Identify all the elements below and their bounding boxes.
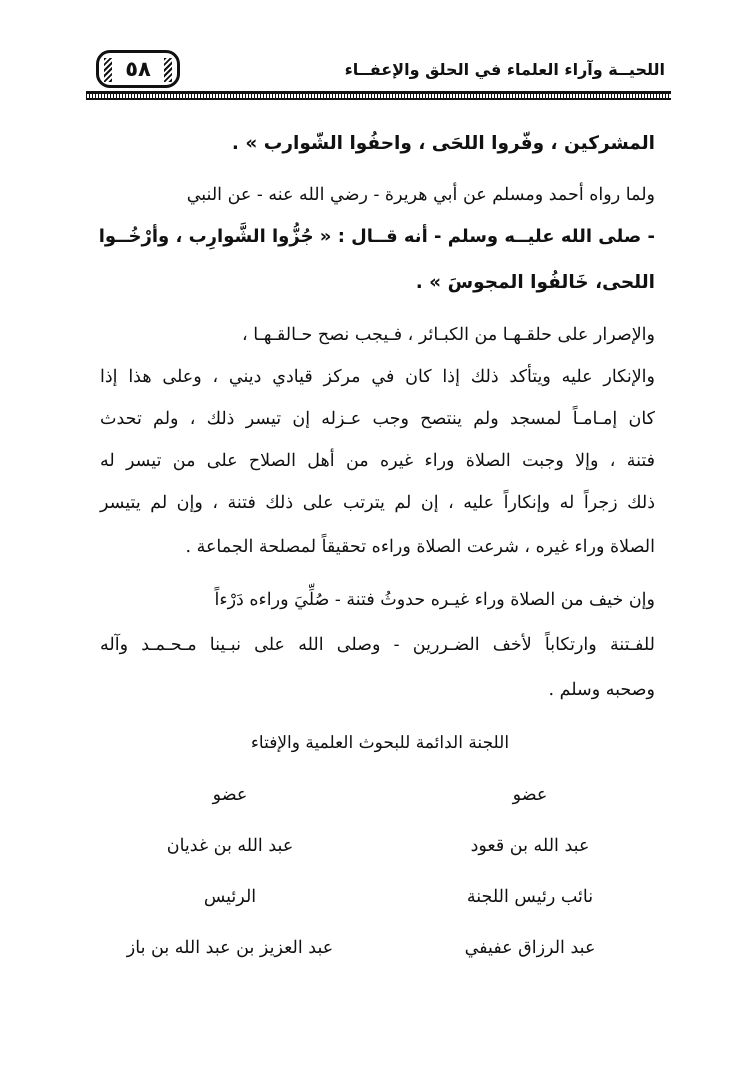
body-line-1: المشركين ، وفّروا اللحَى ، واحفُوا الشّوارب » . (231, 133, 655, 154)
body-line-11: وإن خيف من الصلاة وراء غيـره حدوثُ فتنة - صُلِّيَ وراءه دَرْءاً (214, 590, 655, 610)
body-line-8: فتنة ، وإلا وجبت الصلاة وراء غيره من أهل الصلاح على من تيسر له (100, 451, 655, 471)
body-line-4: اللحى، خَالفُوا المجوسَ » . (415, 272, 655, 293)
header-divider (86, 91, 671, 100)
body-line-3: - صلى الله عليــه وسلم - أنه قــال : « جُزُّوا الشَّوارِب ، وأرْخُــوا (98, 226, 655, 247)
signature-right-title-1: عضو (512, 785, 548, 805)
body-line-13: وصحبه وسلم . (548, 680, 655, 700)
signature-left-title-2: الرئيس (203, 887, 257, 907)
body-line-12: للفـتنة وارتكاباً لأخف الضـررين - وصلى الله على نبـينا مـحـمـد وآله (100, 635, 655, 655)
signature-right-title-2: نائب رئيس اللجنة (466, 887, 594, 907)
signature-right-name-2: عبد الرزاق عفيفي (464, 938, 596, 958)
body-line-2: ولما رواه أحمد ومسلم عن أبي هريرة - رضي الله عنه - عن النبي (186, 185, 655, 205)
committee-name: اللجنة الدائمة للبحوث العلمية والإفتاء (250, 733, 510, 753)
body-line-6: والإنكار عليه ويتأكد ذلك إذا كان في مركز قيادي ديني ، وعلى هذا إذا (100, 367, 655, 387)
signature-left-name-1: عبد الله بن غديان (166, 836, 294, 856)
signature-right-name-1: عبد الله بن قعود (470, 836, 590, 856)
body-line-7: كان إمـامـاً لمسجد ولم ينتصح وجب عـزله إن تيسر ذلك ، ولم تحدث (100, 409, 655, 429)
signature-left-name-2: عبد العزيز بن عبد الله بن باز (126, 938, 334, 958)
page-number-frame (96, 50, 180, 88)
body-line-5: والإصرار على حلقـهـا من الكبـائر ، فـيجب نصح حـالقـهـا ، (242, 325, 655, 345)
page-number: ٥٨ (125, 57, 151, 81)
running-title: اللحيــة وآراء العلماء في الحلق والإعفــاء (344, 60, 665, 79)
body-line-10: الصلاة وراء غيره ، شرعت الصلاة وراءه تحقيقاً لمصلحة الجماعة . (185, 537, 655, 557)
page-header (86, 38, 671, 100)
signature-left-title-1: عضو (212, 785, 248, 805)
body-line-9: ذلك زجراً له وإنكاراً عليه ، إن لم يترتب على ذلك فتنة ، وإن لم يتيسر (100, 493, 655, 513)
